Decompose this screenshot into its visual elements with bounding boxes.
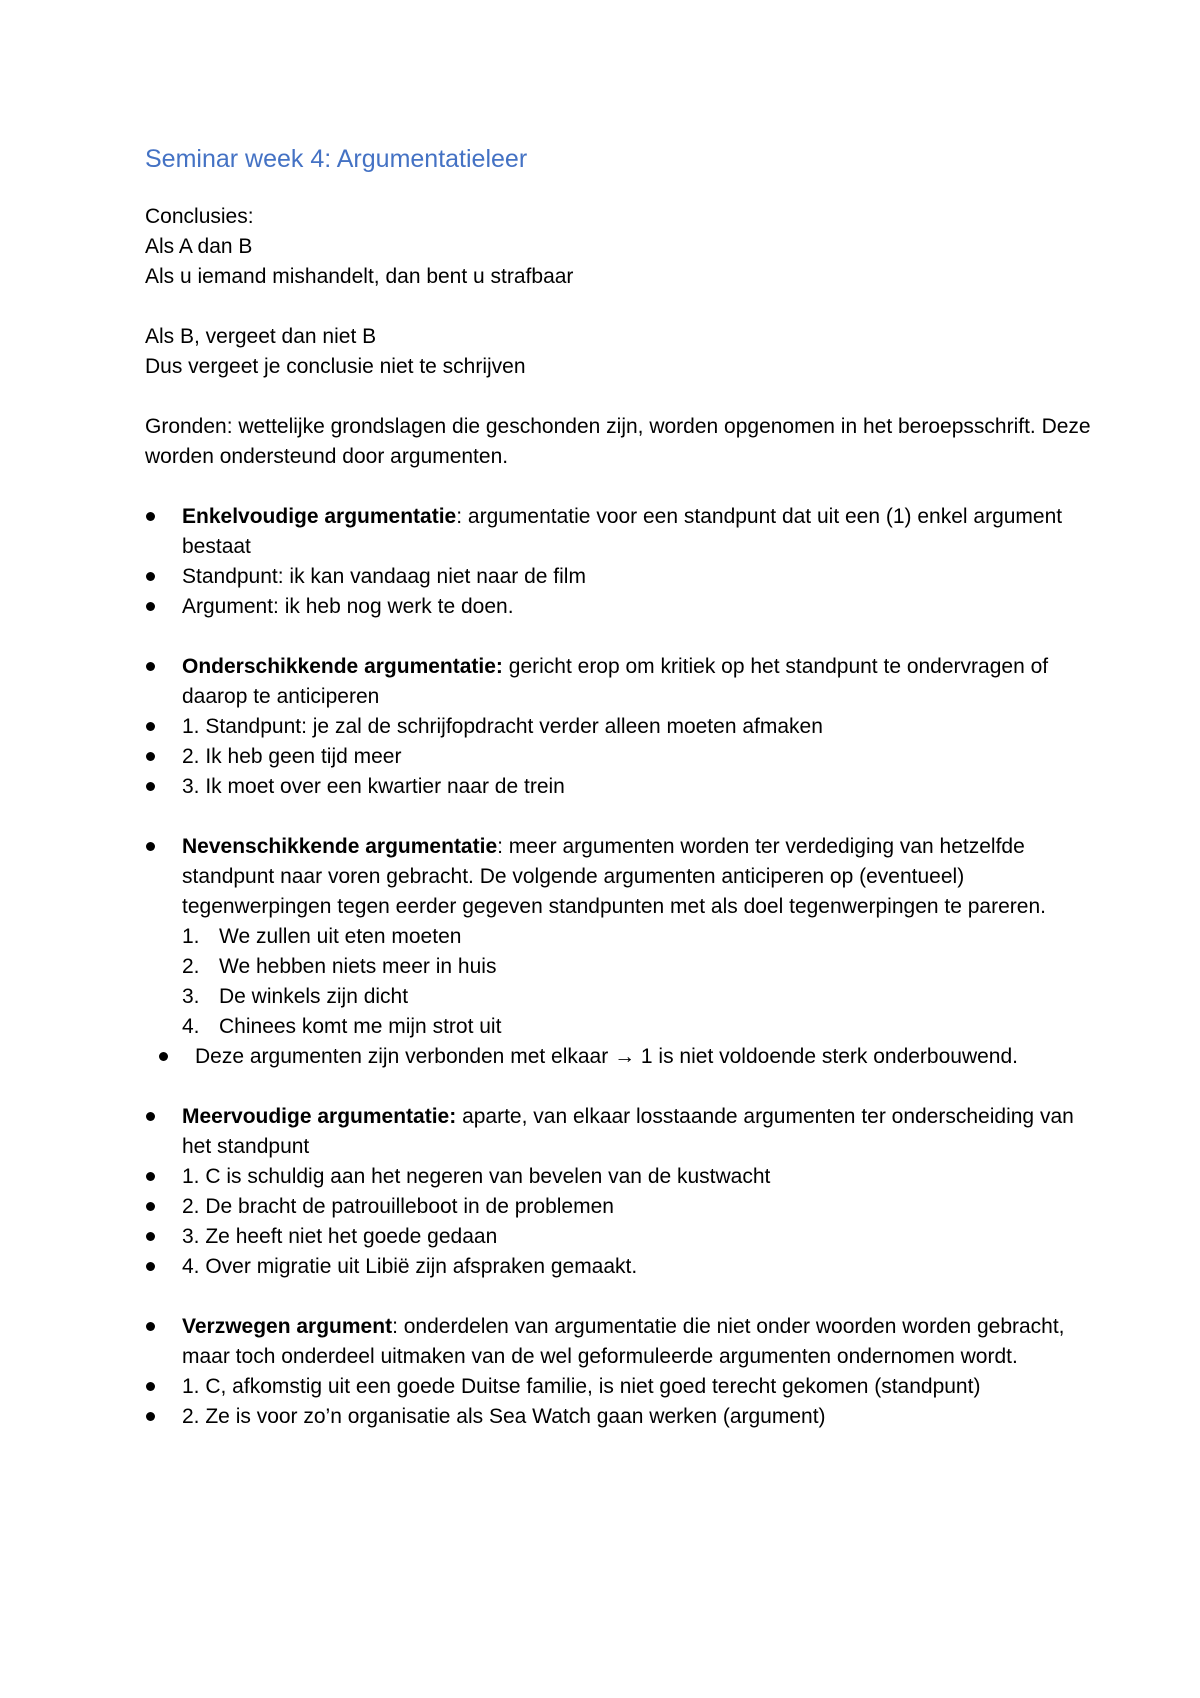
definition-enkelvoudig: : argumentatie voor een standpunt dat uit een (1) enkel argument bestaat xyxy=(182,505,1063,558)
item-text: We hebben niets meer in huis xyxy=(219,955,497,978)
item-number: 1. xyxy=(182,925,200,948)
item-number: 4. xyxy=(182,1015,200,1038)
list-item: 1. C, afkomstig uit een goede Duitse familie, is niet goed terecht gekomen (standpunt) xyxy=(145,1372,1095,1402)
nevenschikkend-numbered-list xyxy=(182,922,1095,1042)
list-item: 2. De bracht de patrouilleboot in de problemen xyxy=(145,1192,1095,1222)
conclusies-line: Als A dan B xyxy=(145,235,253,258)
arrow-right-icon: → xyxy=(614,1045,636,1068)
term-nevenschikkend: Nevenschikkende argumentatie xyxy=(182,835,498,858)
item-number: 3. xyxy=(182,985,200,1008)
onderschikkend-list xyxy=(145,652,1095,802)
page-title: Seminar week 4: Argumentatieleer xyxy=(145,145,528,173)
item-text: We zullen uit eten moeten xyxy=(219,925,462,948)
conclusies-section xyxy=(145,202,1095,292)
item-text: De winkels zijn dicht xyxy=(219,985,409,1008)
list-item: 1. Standpunt: je zal de schrijfopdracht verder alleen moeten afmaken xyxy=(145,712,1095,742)
als-b-line: Dus vergeet je conclusie niet te schrijven xyxy=(145,355,526,378)
list-item xyxy=(145,1102,1095,1162)
list-item xyxy=(145,832,1095,922)
list-item: Argument: ik heb nog werk te doen. xyxy=(145,592,1095,622)
note-text: Deze argumenten zijn verbonden met elkaar xyxy=(195,1045,615,1068)
als-b-section xyxy=(145,322,1095,382)
numbered-item xyxy=(182,982,1095,1012)
conclusies-heading: Conclusies: xyxy=(145,205,254,228)
numbered-sublist xyxy=(145,922,1095,1042)
nevenschikkend-list xyxy=(145,832,1095,1072)
list-item xyxy=(145,502,1095,562)
gronden-section xyxy=(145,412,1095,472)
term-verzwegen: Verzwegen argument xyxy=(182,1315,393,1338)
definition-verzwegen: : onderdelen van argumentatie die niet onder woorden worden gebracht, maar toch onderdeel uitmaken van de wel geformuleerde argumenten ondernomen wordt. xyxy=(182,1315,1065,1368)
list-item: 2. Ze is voor zo’n organisatie als Sea Watch gaan werken (argument) xyxy=(145,1402,1095,1432)
list-item xyxy=(145,1312,1095,1372)
list-item: 2. Ik heb geen tijd meer xyxy=(145,742,1095,772)
list-item xyxy=(145,1042,1095,1072)
list-item: 3. Ze heeft niet het goede gedaan xyxy=(145,1222,1095,1252)
term-meervoudig: Meervoudige argumentatie: xyxy=(182,1105,457,1128)
document-body xyxy=(145,142,1095,1462)
list-item: 1. C is schuldig aan het negeren van bevelen van de kustwacht xyxy=(145,1162,1095,1192)
conclusies-line: Als u iemand mishandelt, dan bent u strafbaar xyxy=(145,265,574,288)
verzwegen-list xyxy=(145,1312,1095,1432)
term-enkelvoudig: Enkelvoudige argumentatie xyxy=(182,505,457,528)
meervoudig-list xyxy=(145,1102,1095,1282)
definition-meervoudig: aparte, van elkaar losstaande argumenten ter onderscheiding van het standpunt xyxy=(182,1105,1074,1158)
definition-onderschikkend: gericht erop om kritiek op het standpunt te ondervragen of daarop te anticiperen xyxy=(182,655,1049,708)
gronden-paragraph: Gronden: wettelijke grondslagen die geschonden zijn, worden opgenomen in het beroepsschrift. Deze worden ondersteund door argumenten. xyxy=(145,415,1091,468)
note-text: 1 is niet voldoende sterk onderbouwend. xyxy=(635,1045,1018,1068)
definition-nevenschikkend: : meer argumenten worden ter verdediging van hetzelfde standpunt naar voren gebracht. De volgende argumenten anticiperen op (eventueel) tegenwerpingen tegen eerder gegeven standpunten met als doel tegenwerpingen te pareren. xyxy=(182,835,1046,918)
list-item: 3. Ik moet over een kwartier naar de trein xyxy=(145,772,1095,802)
term-onderschikkend: Onderschikkende argumentatie: xyxy=(182,655,503,678)
numbered-item xyxy=(182,922,1095,952)
numbered-item xyxy=(182,952,1095,982)
enkelvoudig-list xyxy=(145,502,1095,622)
list-item xyxy=(145,652,1095,712)
item-number: 2. xyxy=(182,955,200,978)
list-item: Standpunt: ik kan vandaag niet naar de film xyxy=(145,562,1095,592)
als-b-line: Als B, vergeet dan niet B xyxy=(145,325,377,348)
item-text: Chinees komt me mijn strot uit xyxy=(219,1015,502,1038)
numbered-item xyxy=(182,1012,1095,1042)
list-item: 4. Over migratie uit Libië zijn afspraken gemaakt. xyxy=(145,1252,1095,1282)
